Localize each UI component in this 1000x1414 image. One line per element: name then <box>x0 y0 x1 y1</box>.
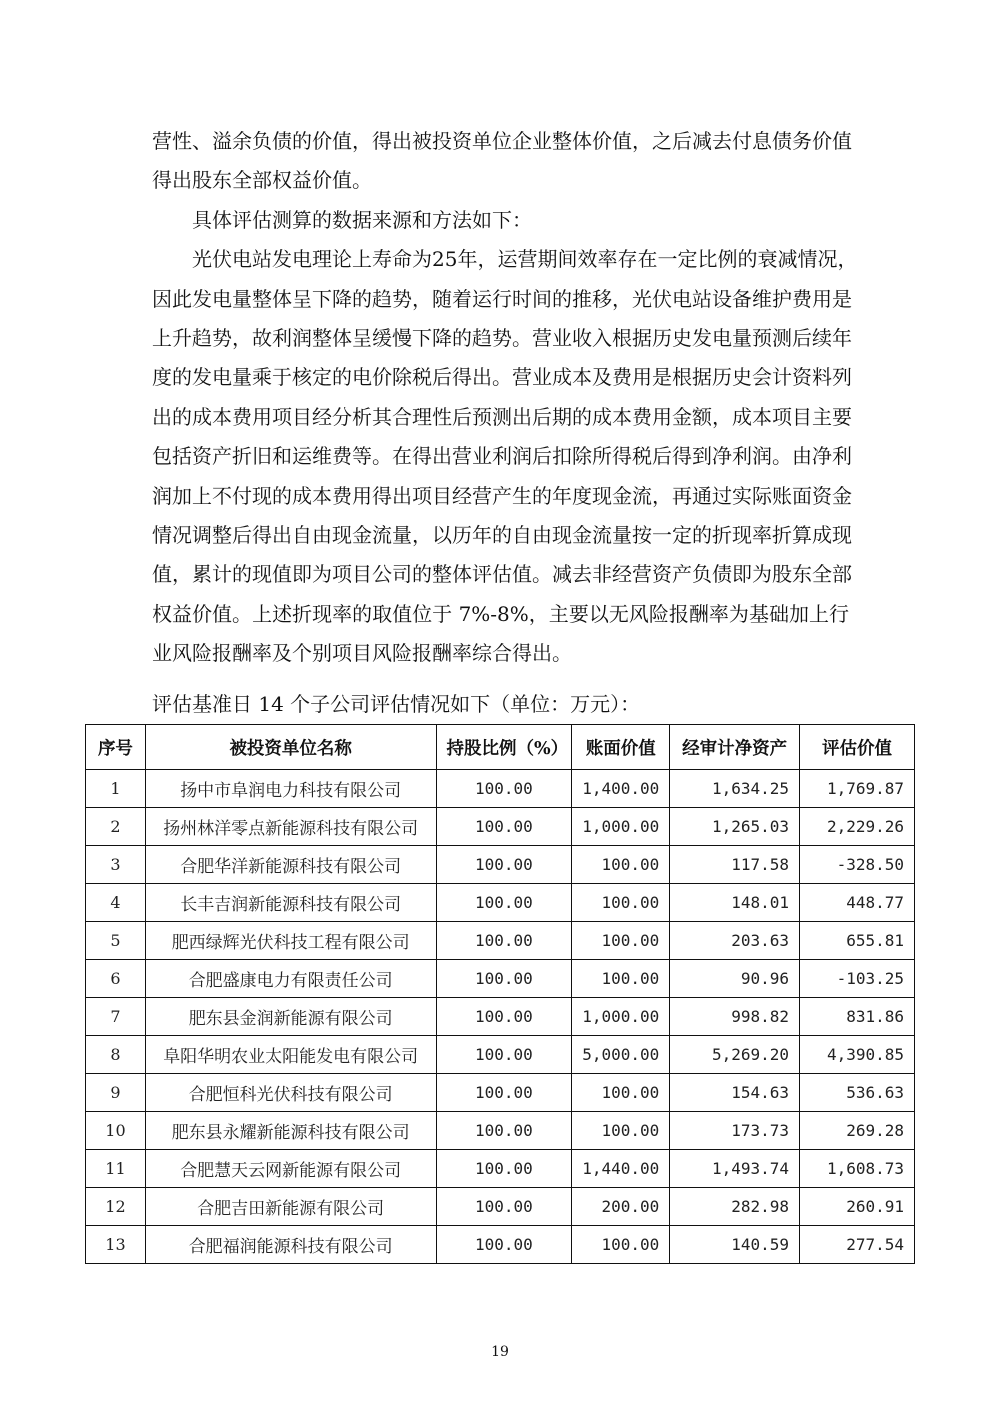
row-book-value: 100.00 <box>572 1074 670 1112</box>
row-appraised-value: 2,229.26 <box>800 808 915 846</box>
paragraph-line: 得出股东全部权益价值。 <box>152 168 372 193</box>
row-seq: 11 <box>86 1150 146 1188</box>
row-shareholding: 100.00 <box>436 770 572 808</box>
row-shareholding: 100.00 <box>436 922 572 960</box>
row-appraised-value: -103.25 <box>800 960 915 998</box>
row-book-value: 100.00 <box>572 846 670 884</box>
table-row <box>86 808 915 846</box>
table-row <box>86 1074 915 1112</box>
row-book-value: 100.00 <box>572 922 670 960</box>
row-shareholding: 100.00 <box>436 960 572 998</box>
row-audited-net-assets: 140.59 <box>670 1226 800 1264</box>
row-appraised-value: 260.91 <box>800 1188 915 1226</box>
row-audited-net-assets: 282.98 <box>670 1188 800 1226</box>
row-seq: 7 <box>86 998 146 1036</box>
row-audited-net-assets: 90.96 <box>670 960 800 998</box>
row-shareholding: 100.00 <box>436 1150 572 1188</box>
table-row <box>86 770 915 808</box>
row-shareholding: 100.00 <box>436 1074 572 1112</box>
row-company-name: 长丰吉润新能源科技有限公司 <box>145 884 436 922</box>
row-company-name: 肥东县金润新能源有限公司 <box>145 998 436 1036</box>
row-seq: 12 <box>86 1188 146 1226</box>
table-caption: 评估基准日 14 个子公司评估情况如下（单位：万元）： <box>152 692 641 716</box>
paragraph-line: 上升趋势，故利润整体呈缓慢下降的趋势。营业收入根据历史发电量预测后续年 <box>152 325 852 350</box>
row-company-name: 合肥盛康电力有限责任公司 <box>145 960 436 998</box>
row-appraised-value: 4,390.85 <box>800 1036 915 1074</box>
row-seq: 10 <box>86 1112 146 1150</box>
row-seq: 8 <box>86 1036 146 1074</box>
table-row <box>86 998 915 1036</box>
row-seq: 1 <box>86 770 146 808</box>
row-company-name: 扬中市阜润电力科技有限公司 <box>145 770 436 808</box>
row-book-value: 1,000.00 <box>572 808 670 846</box>
paragraph-line: 值，累计的现值即为项目公司的整体评估值。减去非经营资产负债即为股东全部 <box>152 562 852 587</box>
row-shareholding: 100.00 <box>436 884 572 922</box>
header-audited-net-assets: 经审计净资产 <box>670 725 800 770</box>
row-audited-net-assets: 1,265.03 <box>670 808 800 846</box>
row-book-value: 1,400.00 <box>572 770 670 808</box>
table-row <box>86 1188 915 1226</box>
row-appraised-value: 1,769.87 <box>800 770 915 808</box>
row-shareholding: 100.00 <box>436 1188 572 1226</box>
row-shareholding: 100.00 <box>436 808 572 846</box>
row-book-value: 1,000.00 <box>572 998 670 1036</box>
paragraph-line: 光伏电站发电理论上寿命为25年，运营期间效率存在一定比例的衰减情况， <box>192 247 858 272</box>
row-audited-net-assets: 1,634.25 <box>670 770 800 808</box>
row-appraised-value: 269.28 <box>800 1112 915 1150</box>
table-row <box>86 922 915 960</box>
row-seq: 4 <box>86 884 146 922</box>
row-book-value: 200.00 <box>572 1188 670 1226</box>
paragraph-line: 包括资产折旧和运维费等。在得出营业利润后扣除所得税后得到净利润。由净利 <box>152 444 852 469</box>
row-book-value: 5,000.00 <box>572 1036 670 1074</box>
table-row <box>86 846 915 884</box>
row-appraised-value: -328.50 <box>800 846 915 884</box>
row-shareholding: 100.00 <box>436 1112 572 1150</box>
row-shareholding: 100.00 <box>436 846 572 884</box>
paragraph-line: 情况调整后得出自由现金流量，以历年的自由现金流量按一定的折现率折算成现 <box>152 522 852 547</box>
row-book-value: 100.00 <box>572 884 670 922</box>
paragraph-line: 因此发电量整体呈下降的趋势，随着运行时间的推移，光伏电站设备维护费用是 <box>152 286 852 311</box>
row-appraised-value: 536.63 <box>800 1074 915 1112</box>
paragraph-line: 具体评估测算的数据来源和方法如下： <box>192 207 532 232</box>
header-company-name: 被投资单位名称 <box>145 725 436 770</box>
header-shareholding: 持股比例（%） <box>436 725 572 770</box>
table-row <box>86 960 915 998</box>
table-row <box>86 1150 915 1188</box>
table-row <box>86 884 915 922</box>
row-book-value: 100.00 <box>572 1226 670 1264</box>
row-audited-net-assets: 173.73 <box>670 1112 800 1150</box>
table-header-row <box>86 725 915 770</box>
row-seq: 9 <box>86 1074 146 1112</box>
row-audited-net-assets: 1,493.74 <box>670 1150 800 1188</box>
row-audited-net-assets: 154.63 <box>670 1074 800 1112</box>
body-text <box>152 122 858 673</box>
row-seq: 2 <box>86 808 146 846</box>
row-company-name: 合肥恒科光伏科技有限公司 <box>145 1074 436 1112</box>
table-row <box>86 1036 915 1074</box>
row-shareholding: 100.00 <box>436 998 572 1036</box>
row-company-name: 肥西绿辉光伏科技工程有限公司 <box>145 922 436 960</box>
row-audited-net-assets: 5,269.20 <box>670 1036 800 1074</box>
row-company-name: 合肥慧天云网新能源有限公司 <box>145 1150 436 1188</box>
row-company-name: 合肥福润能源科技有限公司 <box>145 1226 436 1264</box>
paragraph-line: 出的成本费用项目经分析其合理性后预测出后期的成本费用金额，成本项目主要 <box>152 404 852 429</box>
paragraph-line: 业风险报酬率及个别项目风险报酬率综合得出。 <box>152 641 572 666</box>
row-company-name: 肥东县永耀新能源科技有限公司 <box>145 1112 436 1150</box>
row-shareholding: 100.00 <box>436 1226 572 1264</box>
paragraph-line: 度的发电量乘于核定的电价除税后得出。营业成本及费用是根据历史会计资料列 <box>152 365 852 390</box>
row-audited-net-assets: 203.63 <box>670 922 800 960</box>
row-appraised-value: 831.86 <box>800 998 915 1036</box>
row-appraised-value: 655.81 <box>800 922 915 960</box>
paragraph-line: 营性、溢余负债的价值，得出被投资单位企业整体价值，之后减去付息债务价值 <box>152 129 852 153</box>
header-appraised-value: 评估价值 <box>800 725 915 770</box>
row-appraised-value: 448.77 <box>800 884 915 922</box>
table-row <box>86 1112 915 1150</box>
row-book-value: 100.00 <box>572 1112 670 1150</box>
row-company-name: 合肥华洋新能源科技有限公司 <box>145 846 436 884</box>
table-row <box>86 1226 915 1264</box>
row-book-value: 100.00 <box>572 960 670 998</box>
paragraph-line: 润加上不付现的成本费用得出项目经营产生的年度现金流，再通过实际账面资金 <box>152 483 852 508</box>
row-company-name: 合肥吉田新能源有限公司 <box>145 1188 436 1226</box>
row-seq: 5 <box>86 922 146 960</box>
row-shareholding: 100.00 <box>436 1036 572 1074</box>
row-appraised-value: 1,608.73 <box>800 1150 915 1188</box>
subsidiary-valuation-table <box>85 724 915 1264</box>
row-seq: 6 <box>86 960 146 998</box>
row-audited-net-assets: 117.58 <box>670 846 800 884</box>
row-audited-net-assets: 998.82 <box>670 998 800 1036</box>
row-audited-net-assets: 148.01 <box>670 884 800 922</box>
paragraph-line: 权益价值。上述折现率的取值位于 7%-8%，主要以无风险报酬率为基础加上行 <box>152 601 849 626</box>
row-seq: 3 <box>86 846 146 884</box>
row-book-value: 1,440.00 <box>572 1150 670 1188</box>
header-seq: 序号 <box>86 725 146 770</box>
header-book-value: 账面价值 <box>572 725 670 770</box>
row-seq: 13 <box>86 1226 146 1264</box>
row-company-name: 扬州林洋零点新能源科技有限公司 <box>145 808 436 846</box>
row-appraised-value: 277.54 <box>800 1226 915 1264</box>
row-company-name: 阜阳华明农业太阳能发电有限公司 <box>145 1036 436 1074</box>
page-number: 19 <box>491 1344 509 1360</box>
